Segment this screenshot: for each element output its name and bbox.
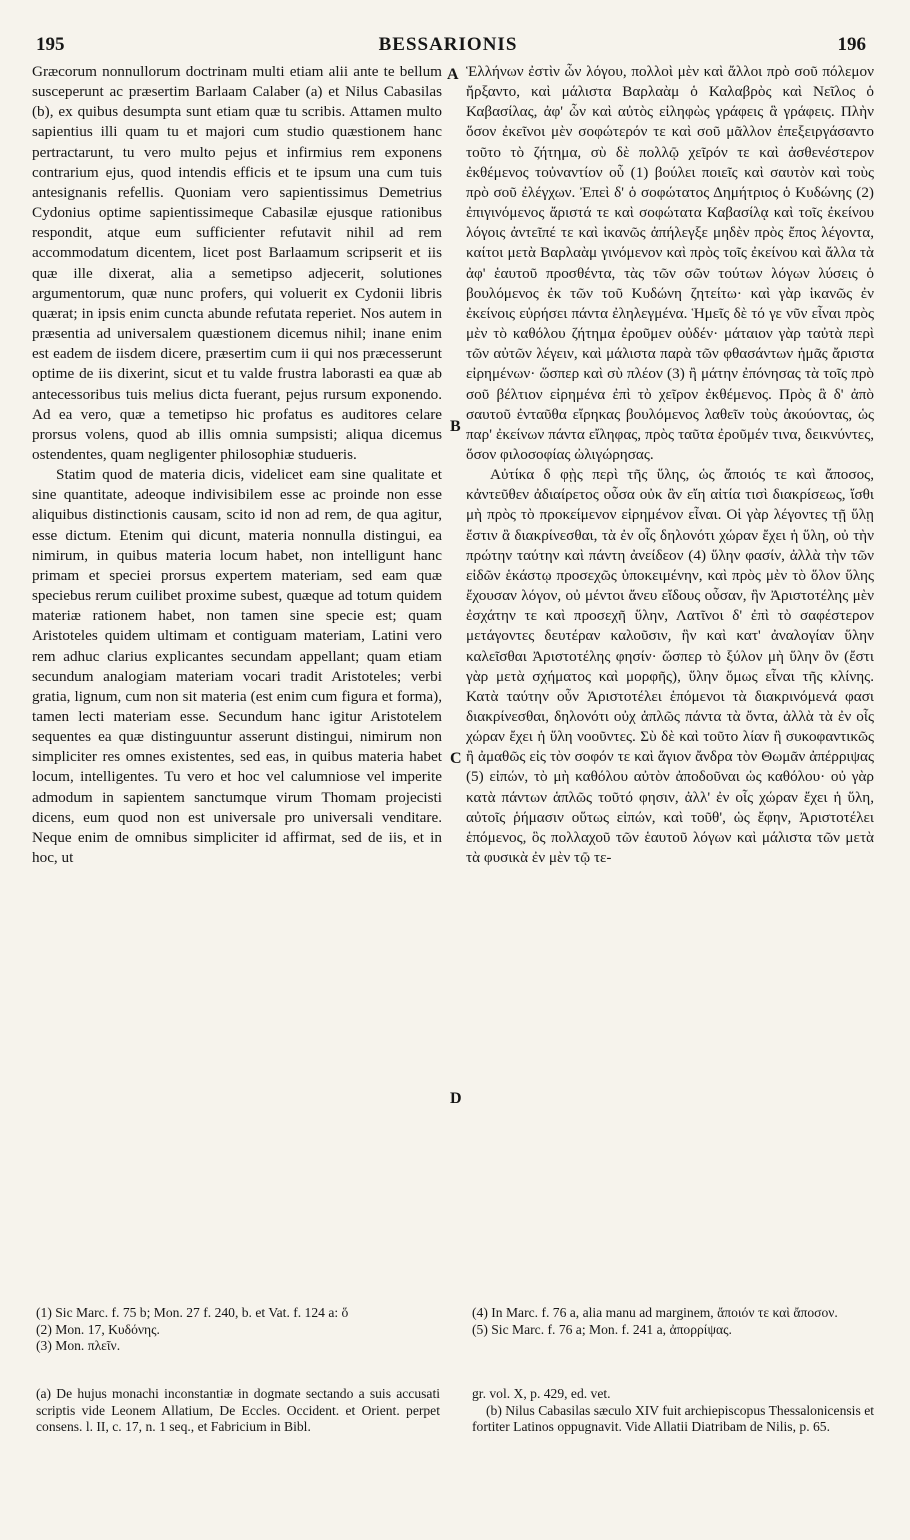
margin-letter-a: A: [447, 66, 459, 83]
margin-letter-d: D: [450, 1090, 462, 1107]
running-header: [30, 34, 866, 58]
latin-paragraph: Statim quod de materia dicis, videlicet eam sine qualitate et sine quantitate, adeoque indivisibilem esse ac proinde non esse aliquibus distinctionis causam, scito id non ad rem, de qua agitur, esse dictum. Etenim qui dicunt, materia nonnulla distingui, ea nimirum, in quibus materia locum habet, non intelligunt hanc primam et speciei prorsus expertem materiam, sed eam quæ speciebus rerum cuilibet proxime subest, quæque ad totum quidem materiæ rationem habet, non tamen sine specie est; quam Aristoteles quidem ultimam et contiguam materiam, Latini vero rem adhuc clarius explicantes secundam appellant; quam etiam secundum analogiam materiam vocari tradit Aristoteles; verbi gratia, lignum, cum non sit materia (est enim cum figura et forma), tamen lecti materiam esse. Secundum hanc igitur Aristotelem sequentes ea quæ distinguuntur asserunt distingui, nimirum non simpliciter res omnes existentes, sed eas, in quibus materia habet locum, intelligentes. Tu vero et hoc vel calumniose vel imperite admodum in sapientem sanctumque virum Thomam projecisti dicens, eum quod non est universale pro universali venditare. Neque enim de omnibus simpliciter id affirmat, sed de iis, et in hoc, ut: [32, 466, 442, 867]
greek-paragraph: Αὐτίκα δ φῂς περὶ τῆς ὕλης, ὡς ἄποιός τε καὶ ἄποσος, κἀντεῦθεν ἀδιαίρετος οὖσα οὐκ ἂν εἴη αἰτία τισὶ διακρίσεως, ἴσθι μὴ πρὸς τὸ προκείμενον εἰρημένον εἶναι. Οἱ γὰρ λέγοντες τῇ ὕλῃ ἔστιν ἃ διακρίνεσθαι, τὰ ἐν οἷς δηλονότι χώραν ἔχει ἡ ὕλη, οὐ τὴν πρώτην ταύτην καὶ πάντη ἀνείδεον (4) ὕλην φασίν, ἀλλὰ τὴν τῶν εἰδῶν ἑκάστῳ προσεχῶς ὑποκειμένην, καὶ πρὸς μὲν τὸ ὅλον ὕλης ἔχουσαν λόγον, οὐ μέντοι ἄνευ εἴδους οὖσαν, ἣν Ἀριστοτέλης μὲν ἐσχάτην τε καὶ προσεχῆ ὕλην, Λατῖνοι δ' ἐπὶ τὸ σαφέστερον μετάγοντες δευτέραν καλοῦσιν, ἣν καὶ κατ' ἀναλογίαν ὕλην καλεῖσθαι Ἀριστοτέλης φησίν· ὥσπερ τὸ ξύλον μὴ ὕλην ὂν (ἔστι γὰρ μετὰ σχήματος καὶ μορφῆς), ὕλην ὅμως εἶναι τῆς κλίνης. Κατὰ ταύτην οὖν Ἀριστοτέλει ἑπόμενοι τὰ διακρινόμενά φασι διακρίνεσθαι, δηλονότι οὐχ ἁπλῶς πάντα τὰ ὄντα, ἀλλὰ τὰ ἐν οἷς χώραν ἔχει ἡ ὕλη νοοῦντες. Σὺ δὲ καὶ τοῦτο λίαν ἢ συκοφαντικῶς ἢ ἀμαθῶς εἰς τὸν σοφόν τε καὶ ἅγιον ἄνδρα τὸν Θωμᾶν ἀπέρριψας (5) εἰπών, τὸ μὴ καθόλου αὐτὸν ἀποδοῦναι ὡς καθόλου· οὐ γὰρ κατὰ πάντων ἁπλῶς τοῦτό φησιν, ἀλλ' ἐν οἷς χώραν ἔχει ἡ ὕλη, αὐτοῖς ῥήμασιν οὕτως εἰπών, καὶ τοῦθ', ὡς ἔφην, Ἀριστοτέλει ἑπόμενος, ὃς πολλαχοῦ τῶν ἑαυτοῦ λόγων καὶ μάλιστα τῶν μετὰ τὰ φυσικὰ ἐν μὲν τῷ τε-: [466, 466, 874, 867]
editor-note: (a) De hujus monachi inconstantiæ in dogmate sectando a suis accusati scriptis vide Leonem Allatium, De Eccles. Occident. et Orient. perpet consens. l. II, c. 17, n. 1 seq., et Fabricium in Bibl.: [36, 1386, 440, 1435]
greek-column: [466, 62, 874, 868]
editor-note: (b) Nilus Cabasilas sæculo XIV fuit archiepiscopus Thessalonicensis et fortiter Latinos oppugnavit. Vide Allatii Diatribam de Nilis, p. 65.: [472, 1402, 874, 1435]
footnote: (2) Mon. 17, Κυδόνης.: [36, 1321, 160, 1337]
footnote: (4) In Marc. f. 76 a, alia manu ad marginem, ἄποιόν τε καὶ ἄποσον.: [472, 1305, 838, 1320]
running-title: BESSARIONIS: [378, 34, 518, 55]
page-number-right: 196: [837, 34, 866, 55]
latin-column: [32, 62, 442, 868]
editor-notes-left: [36, 1386, 440, 1436]
footnote: (5) Sic Marc. f. 76 a; Mon. f. 241 a, ἀπορρίψας.: [472, 1321, 732, 1337]
footnote: (1) Sic Marc. f. 75 b; Mon. 27 f. 240, b. et Vat. f. 124 a: ὅ: [36, 1305, 349, 1320]
editor-notes-right: [472, 1386, 874, 1436]
margin-letter-c: C: [450, 750, 462, 767]
page-number-left: 195: [36, 34, 65, 55]
greek-paragraph: Ἑλλήνων ἐστὶν ὧν λόγου, πολλοὶ μὲν καὶ ἄλλοι πρὸ σοῦ πόλεμον ἤρξαντο, καὶ μάλιστα Βαρλαὰμ ὁ Καλαβρὸς καὶ Νεῖλος ὁ Καβασίλας, ἀφ' ὧν καὶ αὐτὸς εἰληφὼς γράφεις ἃ γράφεις. Πλὴν ὅσον ἐκεῖνοι μὲν σοφώτερόν τε καὶ σοῦ μᾶλλον ἐπεξειργάσαντο τοῦτο τὸ ζήτημα, σὺ δὲ πολλῷ χεῖρόν τε καὶ ἀσθενέστερον ἐκθέμενος τοὐναντίον οὗ (1) βούλει ποιεῖς καὶ σαυτὸν καὶ τοὺς πρὸ σοῦ ἐλέγχων. Ἐπεὶ δ' ὁ σοφώτατος Δημήτριος ὁ Κυδώνης (2) ἐπιγινόμενος ἄριστά τε καὶ σοφώτατα Καβασίλᾳ καὶ τοῖς ἐκείνου λόγοις ἀντεῖπέ τε καὶ ἱκανῶς ἀπήλεγξε μηδὲν πρὸς ἔπος λέγοντα, καίτοι μετὰ Βαρλαὰμ γινόμενον καὶ πρὸς τοῖς ἐκείνου καὶ ἄλλα τὰ ἀφ' ἑαυτοῦ προσθέντα, τὰς τῶν σῶν τούτων λόγων λύσεις ὁ βουλόμενος ἐκ τῶν τοῦ Κυδώνη ζητείτω· καὶ γὰρ ἱκανῶς ἐν ἐκείνοις εὑρήσει πάντα ἐληλεγμένα. Ἡμεῖς δὲ τό γε νῦν εἶναι πρὸς μὲν τὸ καθόλου ζήτημα ἐροῦμεν οὐδέν· μάταιον γὰρ ταὐτὰ περὶ τῶν αὐτῶν λέγειν, καὶ μάλιστα παρὰ τῶν φθασάντων ἡμᾶς ἄριστα εἰρημένων· ὥσπερ καὶ σὺ πλέον (3) ἢ μάτην ἐπόνησας τὰ τοῖς πρὸ σοῦ βέλτιον εἰρημένα ἐπὶ τὸ χεῖρον ἐκθέμενος. Πρὸς ἃ δ' ἀπὸ σαυτοῦ ἐνταῦθα εἴρηκας βουλόμενος λαθεῖν τοὺς ἀκούοντας, ὡς παρ' ἐκείνων πάντα εἴληφας, πρὸς ταῦτα ἐροῦμέν τινα, δεικνύντες, ὅσον φιλοσοφίας ὠλιγώρησας.: [466, 63, 874, 463]
footnote: (3) Mon. πλεῖν.: [36, 1338, 121, 1354]
textual-notes-right: [472, 1305, 874, 1338]
textual-notes-left: [36, 1305, 440, 1355]
editor-note: gr. vol. X, p. 429, ed. vet.: [472, 1386, 611, 1401]
margin-letter-b: B: [450, 418, 461, 435]
latin-paragraph: Græcorum nonnullorum doctrinam multi etiam alii ante te bellum susceperunt ac præsertim Barlaam Calaber (a) et Nilus Cabasilas (b), ex quibus desumpta sunt etiam quæ tu scribis. Attamen multo sapientius illi quam tu et majori cum studio quæstionem hanc pertractarunt, tu vero multo pejus et infirmius rem exponens contrarium ejus, quod intendis efficis et te ipsum una cum tuis antesignanis refellis. Quoniam vero sapientissimus Demetrius Cydonius optime sapientissimeque Cabasilæ ejusque rationibus respondit, atque eum sufficienter refutavit nihil ad rem accommodatum dicentem, licet post Barlaamum scripserit et iis quæ ille dixerat, alia a semetipso adjecerit, solutiones argumentorum, quæ nunc profers, qui voluerit ex Cydonii libris quærat; in ipsis enim cuncta abunde refutata reperiet. Nos autem in præsentia ad universalem quæstionem dicemus nihil; inane enim est eadem de iisdem dicere, præsertim cum ii qui nos præcesserunt optime de iis dixerint, sicut et tu valde frustra laborasti ea quæ ab antecessoribus tuis melius dicta fuerant, pejus rursum exponendo. Ad ea vero, quæ a temetipso hic profatus es auditores celare prorsus volens, quod ab illis omnia sumpsisti; aliqua dicemus ostendentes, quam negligenter philosophiæ studueris.: [32, 63, 442, 463]
